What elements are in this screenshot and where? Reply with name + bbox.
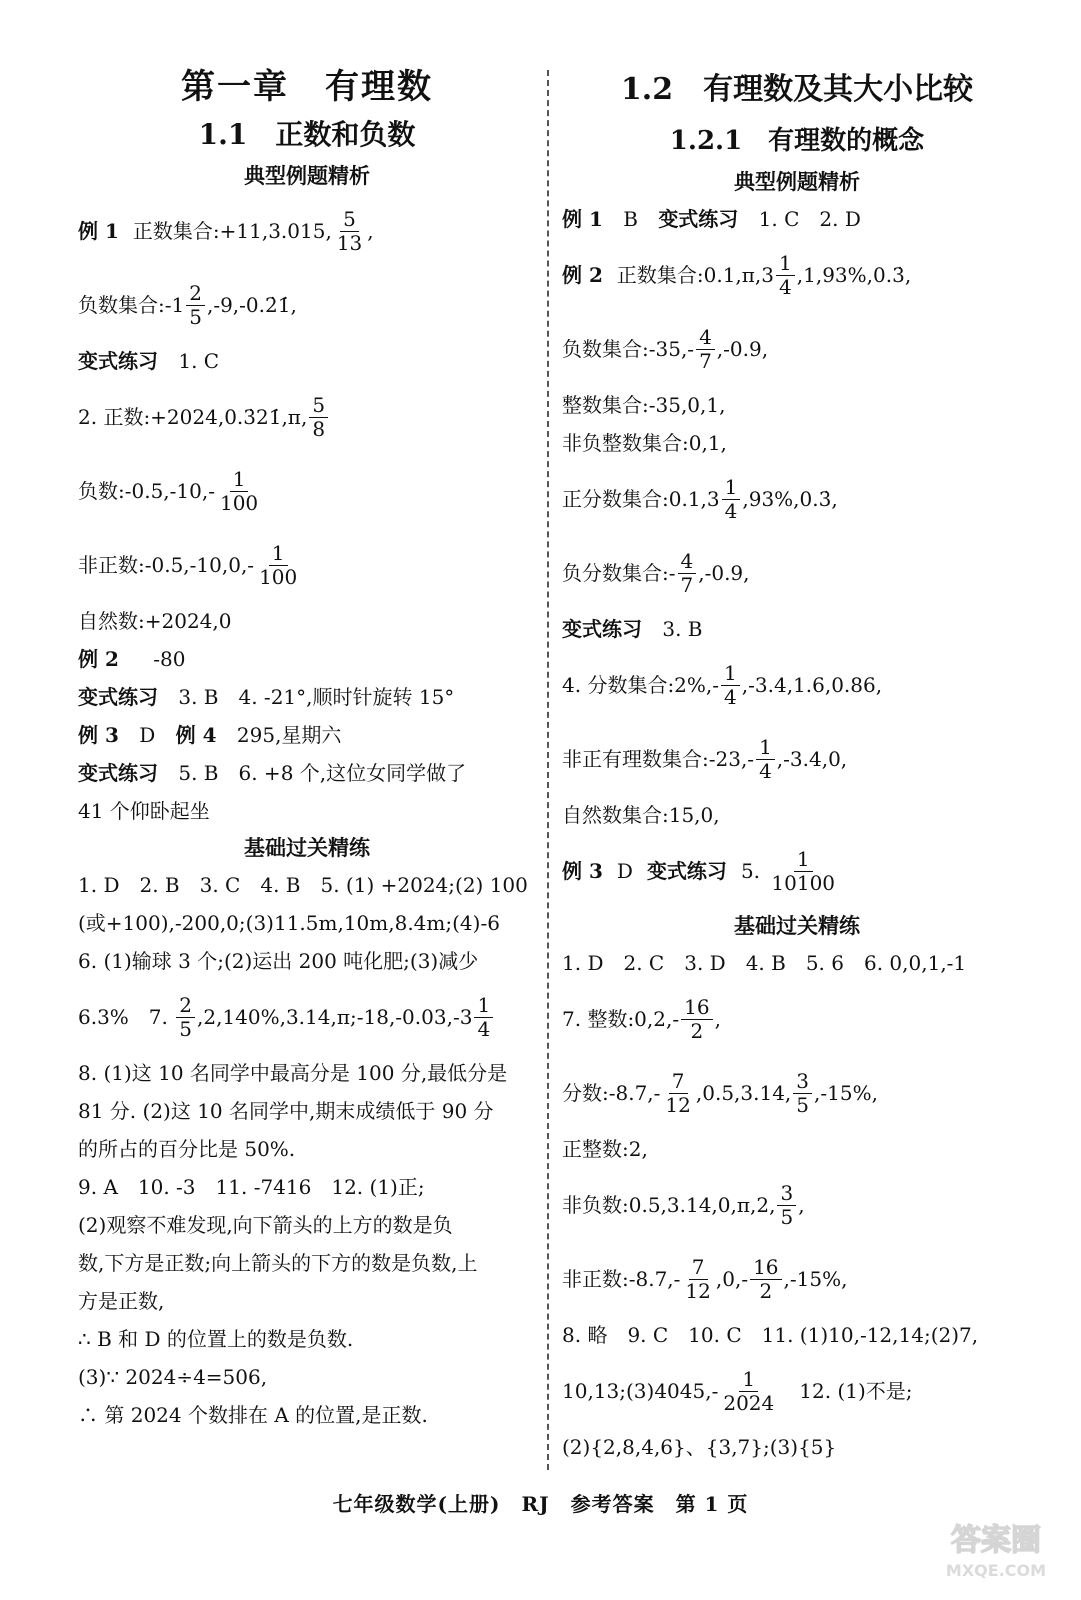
section-title: 1.1 正数和负数 [198,118,416,151]
watermark-bottom-text: MXQE.COM [945,1561,1047,1580]
heading-examples: 典型例题精析 [244,163,370,188]
fraction: $\frac{1}{10100}$ [771,846,836,895]
answer-line: 41 个仰卧起坐 [78,799,210,823]
fraction: $\frac{2}{5}$ [186,283,205,328]
variant-practice-2: 变式练习 3. B [562,617,703,641]
example-1: 例 1 B 变式练习 1. C 2. D [562,207,861,231]
integer-set: 整数集合:-35,0,1, [562,393,726,417]
positive-fraction-set: 正分数集合:0.1,3 $\frac{1}{4}$ ,93%,0.3̇, [562,474,838,523]
left-column [78,62,536,1434]
fraction: $\frac{1}{4}$ [722,477,741,522]
answer-line: 2. 正数:+2024,0.3̇21̇,π, $\frac{5}{8}$ [78,380,536,454]
heading-practice: 基础过关精练 [734,913,860,938]
answer-line: 9. A 10. -3 11. -7416 12. (1)正; [78,1175,425,1199]
answer-line: (3)∵ 2024÷4=506, [78,1365,268,1389]
answer-line: 非正数:-0.5,-10,0,- $\frac{1}{100}$ [78,528,536,602]
answer-line: 8. (1)这 10 名同学中最高分是 100 分,最低分是 [78,1061,508,1085]
text: 正数集合:+11,3.015, [132,219,332,243]
non-positive-rational-set: 非正有理数集合:-23,- $\frac{1}{4}$ ,-3.4,0, [562,734,848,783]
variant-practice-1: 变式练习 1. C [78,349,220,373]
answer-line: 6. (1)输球 3 个;(2)运出 200 吨化肥;(3)减少 [78,949,479,973]
subsection-title: 1.2.1 有理数的概念 [669,126,925,156]
negative-set: 负数集合:-1 $\frac{2}{5}$ ,-9,-0.2̇1̇, [78,280,297,329]
example-3-4: 例 3 D 例 4 295,星期六 [78,723,342,747]
answer-line: 81 分. (2)这 10 名同学中,期末成绩低于 90 分 [78,1099,494,1123]
answer-line: 6.3% 7. $\frac{2}{5}$ ,2,140%,3.14,π;-18,-0.03,-3 $\frac{1}{4}$ [78,980,536,1054]
chapter-title: 第一章 有理数 [181,67,433,107]
fraction: $\frac{1}{100}$ [259,540,298,589]
column-divider [547,70,549,1470]
answer-line: 自然数:+2024,0 [78,609,232,633]
fraction: $\frac{5}{8}$ [309,395,328,440]
fraction: $\frac{7}{12}$ [665,1068,691,1117]
variant-practice-3: 变式练习 5. B 6. +8 个,这位女同学做了 [78,761,467,785]
fraction: $\frac{16}{2}$ [750,1257,781,1302]
fraction-set: 4. 分数集合:2%,- $\frac{1}{4}$ ,-3.4,1.6,0.86, [562,660,883,709]
example-2-positive-set: 例 2 正数集合:0.1,π,3 $\frac{1}{4}$ ,1,93%,0.3̇, [562,250,912,299]
fraction: $\frac{7}{12}$ [685,1254,711,1303]
heading-examples: 典型例题精析 [734,169,860,194]
watermark-logo [931,1512,1061,1582]
answer-line: ∴ B 和 D 的位置上的数是负数. [78,1327,354,1351]
negative-set: 负数集合:-35,- $\frac{4}{7}$ ,-0.9, [562,324,769,373]
answer-line: (2)观察不难发现,向下箭头的上方的数是负 [78,1213,453,1237]
answer-line: (或+100),-200,0;(3)11.5m,10m,8.4m;(4)-6 [78,911,500,935]
fraction: $\frac{3}{5}$ [793,1071,812,1116]
fraction: $\frac{2}{5}$ [176,995,195,1040]
variant-practice-2: 变式练习 3. B 4. -21°,顺时针旋转 15° [78,685,455,709]
answer-line: 正整数:2, [562,1137,648,1161]
fraction: $\frac{4}{7}$ [696,327,715,372]
answer-line: 8. 略 9. C 10. C 11. (1)10,-12,14;(2)7, [562,1323,979,1347]
answer-line: 方是正数, [78,1289,165,1313]
answer-line: 7. 整数:0,2,- $\frac{16}{2}$ , [562,994,721,1043]
negative-fraction-set: 负分数集合:- $\frac{4}{7}$ ,-0.9, [562,548,750,597]
answer-line: (2){2,8,4,6}、{3,7};(3){5} [562,1435,837,1459]
heading-practice: 基础过关精练 [244,835,370,860]
answer-line: ∴ 第 2024 个数排在 A 的位置,是正数. [78,1403,428,1427]
fraction: $\frac{3}{5}$ [777,1183,796,1228]
natural-number-set: 自然数集合:15,0, [562,803,720,827]
fraction: $\frac{1}{4}$ [776,253,795,298]
watermark-top-text: 答案圈 [951,1523,1041,1558]
fraction: $\frac{1}{2024}$ [723,1366,775,1415]
fraction: $\frac{16}{2}$ [681,997,712,1042]
example-label: 例 1 [78,219,119,243]
section-title: 1.2 有理数及其大小比较 [620,72,974,107]
answer-line: 负数:-0.5,-10,- $\frac{1}{100}$ [78,454,536,528]
answer-line: 分数:-8.7,- $\frac{7}{12}$ ,0.5,3.14, $\frac{3}{5}$ ,-15%, [562,1068,878,1117]
answer-line: 的所占的百分比是 50%. [78,1137,296,1161]
answer-line: 10,13;(3)4045,- $\frac{1}{2024}$ 12. (1)不是; [562,1366,913,1415]
right-column [562,62,1032,1466]
page-footer: 七年级数学(上册) RJ 参考答案 第 1 页 [332,1492,749,1516]
fraction: $\frac{5}{13}$ [336,206,363,255]
example-3: 例 3 D 变式练习 5. $\frac{1}{10100}$ [562,834,1032,908]
answer-line: 非负数:0.5,3.14,0,π,2, $\frac{3}{5}$ , [562,1180,805,1229]
answer-line: 1. D 2. C 3. D 4. B 5. 6 6. 0,0,1,-1 [562,951,967,975]
non-negative-integer-set: 非负整数集合:0,1, [562,431,727,455]
answer-line: 非正数:-8.7,- $\frac{7}{12}$ ,0,- $\frac{16}{2}$ ,-15%, [562,1254,848,1303]
example-1-positive-set: 例 1 正数集合:+11,3.015, $\frac{5}{13}$ , [78,194,536,268]
fraction: $\frac{1}{4}$ [721,663,740,708]
fraction: $\frac{1}{4}$ [474,995,493,1040]
example-2: 例 2 -80 [78,647,186,671]
answer-line: 1. D 2. B 3. C 4. B 5. (1) +2024;(2) 100 [78,873,528,897]
answer-line: 数,下方是正数;向上箭头的下方的数是负数,上 [78,1251,478,1275]
fraction: $\frac{4}{7}$ [678,551,697,596]
fraction: $\frac{1}{4}$ [756,737,775,782]
fraction: $\frac{1}{100}$ [219,466,259,515]
